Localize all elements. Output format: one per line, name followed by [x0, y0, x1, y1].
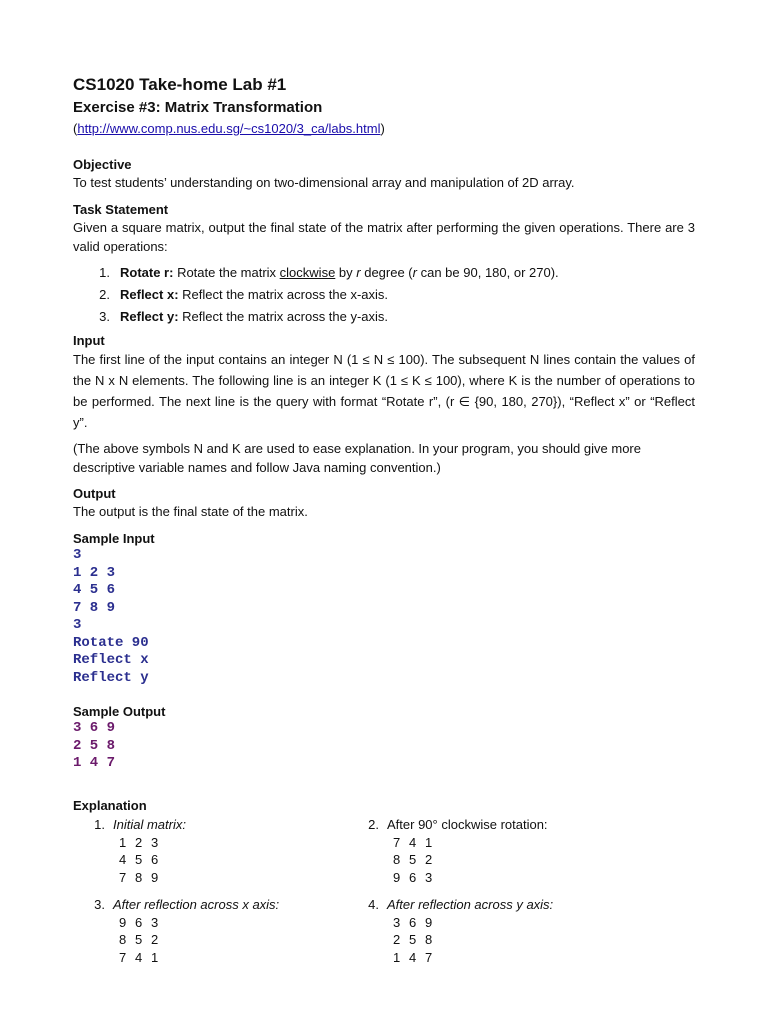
labs-url-line: (http://www.comp.nus.edu.sg/~cs1020/3_ca/labs.html): [73, 121, 385, 136]
input-note: (The above symbols N and K are used to ease explanation. In your program, you should give more descriptive variable names and follow Java naming convention.): [73, 441, 641, 475]
sample-input-block: [73, 547, 695, 687]
matrix: 3 6 9 2 5 8 1 4 7: [393, 914, 433, 965]
output-text: The output is the final state of the matrix.: [73, 504, 308, 519]
labs-url-link[interactable]: http://www.comp.nus.edu.sg/~cs1020/3_ca/labs.html: [77, 121, 381, 136]
sample-output-section: [73, 703, 695, 773]
page-title: CS1020 Take-home Lab #1: [73, 75, 287, 94]
code-line: Reflect y: [73, 669, 149, 686]
code-line: 3: [73, 547, 82, 563]
matrix: 9 6 3 8 5 2 7 4 1: [119, 914, 159, 965]
task-text: Given a square matrix, output the final state of the matrix after performing the given operations. There are 3 valid operations:: [73, 220, 695, 254]
sample-output-heading: Sample Output: [73, 704, 166, 719]
code-line: 3: [73, 617, 82, 633]
code-line: 2 5 8: [73, 737, 116, 754]
matrix: 1 2 3 4 5 6 7 8 9: [119, 834, 159, 885]
sample-output-block: [73, 720, 695, 773]
explanation-step: 2. After 90° clockwise rotation: 7 4 1 8 5 2 9 6 3: [347, 816, 627, 887]
explanation-step: 1. Initial matrix: 1 2 3 4 5 6 7 8 9: [73, 816, 353, 887]
explanation-grid: [73, 816, 695, 986]
code-line: 3 6 9: [73, 720, 116, 736]
output-section: [73, 485, 695, 521]
explanation-section: [73, 797, 695, 986]
objective-text: To test students’ understanding on two-dimensional array and manipulation of 2D array.: [73, 175, 575, 190]
code-line: 7 8 9: [73, 599, 116, 616]
objective-section: [73, 156, 695, 192]
input-text: The first line of the input contains an integer N (1 ≤ N ≤ 100). The subsequent N lines contain the values of the N x N elements. The following line is an integer K (1 ≤ K ≤ 100), where K is the number of operations to be performed. The next line is the query with format “Rotate r”, (r ∈ {90, 180, 270}), “Reflect x” or “Reflect y”.: [73, 352, 695, 430]
objective-heading: Objective: [73, 157, 132, 172]
task-heading: Task Statement: [73, 202, 169, 217]
matrix: 7 4 1 8 5 2 9 6 3: [393, 834, 433, 885]
input-heading: Input: [73, 333, 105, 348]
list-item: 3. Reflect y: Reflect the matrix across the y-axis.: [99, 309, 389, 324]
list-item: 2. Reflect x: Reflect the matrix across the x-axis.: [99, 287, 389, 302]
output-heading: Output: [73, 486, 116, 501]
task-section: [73, 201, 695, 328]
input-section: [73, 332, 695, 477]
operations-list: [73, 262, 695, 328]
code-line: 1 4 7: [73, 755, 116, 771]
explanation-step: 3. After reflection across x axis: 9 6 3 8 5 2 7 4 1: [73, 896, 353, 967]
code-line: Reflect x: [73, 652, 149, 668]
document-page: [73, 74, 695, 986]
explanation-step: 4. After reflection across y axis: 3 6 9 2 5 8 1 4 7: [347, 896, 627, 967]
list-item: 1. Rotate r: Rotate the matrix clockwise by r degree (r can be 90, 180, or 270).: [99, 265, 559, 280]
sample-input-heading: Sample Input: [73, 531, 155, 546]
code-line: Rotate 90: [73, 634, 149, 651]
code-line: 1 2 3: [73, 564, 116, 581]
code-line: 4 5 6: [73, 582, 116, 598]
sample-input-section: [73, 530, 695, 687]
exercise-subtitle: Exercise #3: Matrix Transformation: [73, 99, 323, 116]
explanation-heading: Explanation: [73, 797, 147, 813]
